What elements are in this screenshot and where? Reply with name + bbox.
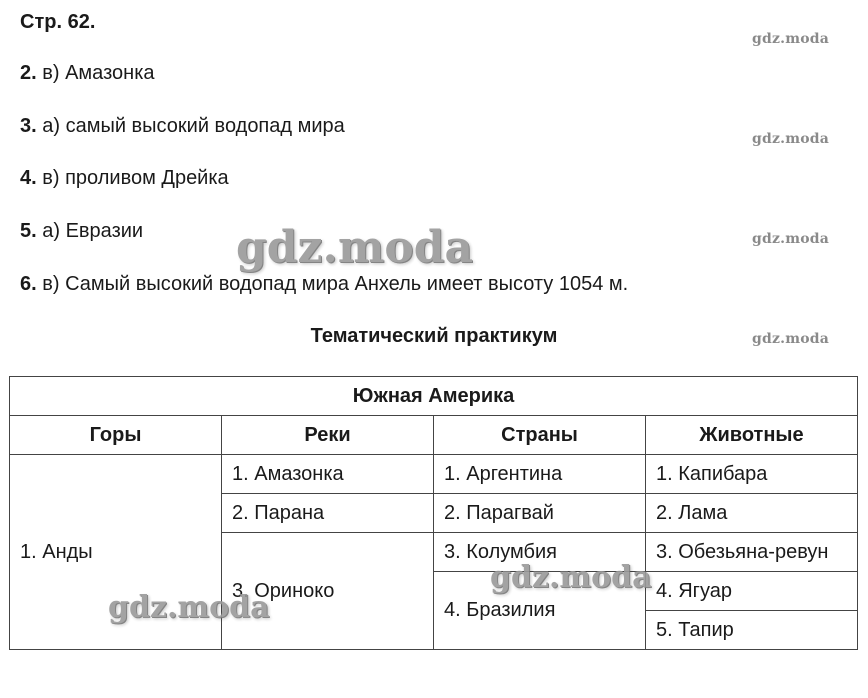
- watermark: gdz.moda: [752, 331, 830, 347]
- animal-cell: 2. Лама: [646, 494, 858, 533]
- answer-6: [20, 273, 628, 296]
- answer-number: 6.: [20, 273, 37, 295]
- watermark: gdz.moda: [752, 131, 830, 147]
- answer-text: а) самый высокий водопад мира: [36, 115, 345, 137]
- country-cell: 1. Аргентина: [434, 455, 646, 494]
- answer-text: в) Самый высокий водопад мира Анхель имеет высоту 1054 м.: [36, 273, 629, 295]
- watermark: gdz.moda: [236, 222, 474, 273]
- animal-cell: 3. Обезьяна-ревун: [646, 533, 858, 572]
- watermark: gdz.moda: [752, 231, 830, 247]
- mountain-cell: 1. Анды: [10, 455, 222, 650]
- answer-text: в) проливом Дрейка: [36, 167, 229, 189]
- answer-text: а) Евразии: [36, 220, 144, 242]
- answer-4: [20, 167, 229, 190]
- animal-cell: 5. Тапир: [646, 611, 858, 650]
- animal-cell: 4. Ягуар: [646, 572, 858, 611]
- header-animals: Животные: [646, 416, 858, 455]
- answer-number: 4.: [20, 167, 37, 189]
- page-heading: Стр. 62.: [20, 11, 96, 33]
- answer-number: 2.: [20, 62, 37, 84]
- answer-number: 3.: [20, 115, 37, 137]
- answer-text: в) Амазонка: [36, 62, 155, 84]
- answer-2: [20, 62, 155, 85]
- header-mountains: Горы: [10, 416, 222, 455]
- river-cell: 2. Парана: [222, 494, 434, 533]
- header-countries: Страны: [434, 416, 646, 455]
- river-cell: 3. Ориноко: [222, 533, 434, 650]
- watermark: gdz.moda: [108, 590, 270, 625]
- answer-number: 5.: [20, 220, 37, 242]
- river-cell: 1. Амазонка: [222, 455, 434, 494]
- animal-cell: 1. Капибара: [646, 455, 858, 494]
- country-cell: 4. Бразилия: [434, 572, 646, 650]
- answer-5: [20, 220, 143, 243]
- header-rivers: Реки: [222, 416, 434, 455]
- country-cell: 2. Парагвай: [434, 494, 646, 533]
- watermark: gdz.moda: [752, 31, 830, 47]
- watermark: gdz.moda: [490, 560, 652, 595]
- country-cell: 3. Колумбия: [434, 533, 646, 572]
- table-title: Южная Америка: [10, 377, 858, 416]
- answer-3: [20, 115, 345, 138]
- section-title: Тематический практикум: [310, 325, 558, 347]
